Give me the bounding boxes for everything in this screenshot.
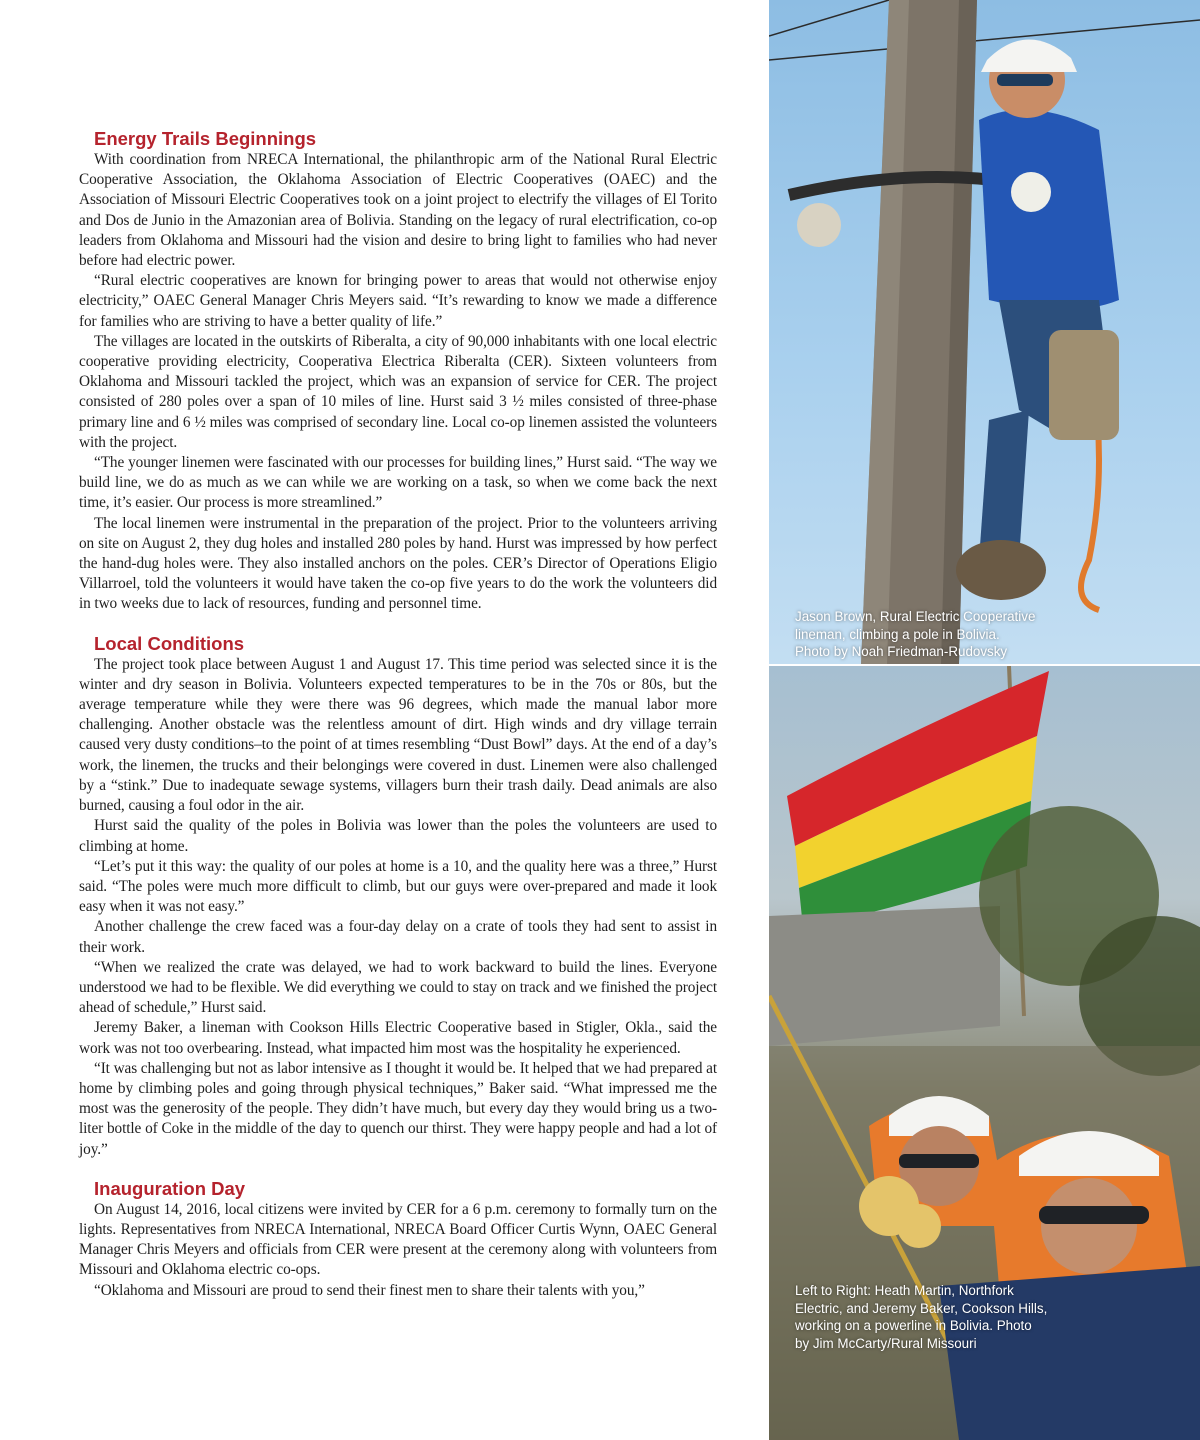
glove	[897, 1204, 941, 1248]
paragraph: On August 14, 2016, local citizens were invited by CER for a 6 p.m. ceremony to formally turn on the lights. Representatives from NRECA International, NRECA Board Officer Curtis Wynn, OAEC General Manager Chris Meyers and officials from CER were present at the ceremony along with volunteers from Missouri and Oklahoma electric co-ops.	[79, 1200, 717, 1279]
photo-lineman-illustration	[769, 0, 1200, 664]
caption-line: working on a powerline in Bolivia. Photo	[795, 1318, 1032, 1333]
paragraph: “It was challenging but not as labor intensive as I thought it would be. It helped that we had prepared at home by climbing poles and going through physical techniques,” Baker said. “What impressed me the most was the generosity of the people. They didn’t have much, but every day they would bring us a two-liter bottle of Coke in the middle of the day to quench our thirst. They were happy people and had a lot of joy.”	[79, 1059, 717, 1158]
caption-line: lineman, climbing a pole in Bolivia.	[795, 626, 1000, 642]
face	[1041, 1178, 1137, 1274]
photo-caption-top	[795, 608, 1095, 661]
paragraph: The project took place between August 1 and August 17. This time period was selected since it is the winter and dry season in Bolivia. Volunteers expected temperatures to be in the 70s or 80s, but the average temperature while they were there was 96 degrees, which made the manual labor more challenging. Another obstacle was the relentless amount of dirt. High winds and dry village terrain caused very dusty conditions–to the point of at times resembling “Dust Bowl” days. At the end of a day’s work, the linemen, the trucks and their belongings were covered in dust. Linemen were also challenged by a “stink.” Due to inadequate sewage systems, villagers burn their trash daily. Dead animals are also burned, causing a foul odor in the air.	[79, 655, 717, 815]
paragraph: “Oklahoma and Missouri are proud to send their finest men to share their talents with you,”	[94, 1281, 645, 1299]
caption-line: Left to Right: Heath Martin, Northfork	[795, 1283, 1014, 1298]
caption-line: Electric, and Jeremy Baker, Cookson Hills,	[795, 1300, 1048, 1316]
paragraph: “Let’s put it this way: the quality of our poles at home is a 10, and the quality here was a three,” Hurst said. “The poles were much more difficult to climb, but our guys were over-prepared and made it look easy when it was not easy.”	[79, 857, 717, 916]
section-heading: Local Conditions	[94, 632, 245, 654]
paragraph: With coordination from NRECA International, the philanthropic arm of the National Rural Electric Cooperative Association, the Oklahoma Association of Electric Cooperatives (OAEC) and the Association of Missouri Electric Cooperatives took on a joint project to electrify the villages of El Torito and Dos de Junio in the Amazonian area of Bolivia. Standing on the legacy of rural electrification, co-op leaders from Oklahoma and Missouri had the vision and desire to bring light to families who had never before had electric power.	[79, 151, 717, 270]
section-heading: Inauguration Day	[94, 1177, 246, 1199]
section-local-conditions	[79, 633, 717, 1160]
caption-line: by Jim McCarty/Rural Missouri	[795, 1335, 977, 1351]
caption-line: Photo by Noah Friedman-Rudovsky	[795, 644, 1008, 659]
glove	[797, 203, 841, 247]
section-heading: Energy Trails Beginnings	[94, 128, 317, 149]
hard-hat	[981, 39, 1077, 72]
photo-linemen-flag	[769, 666, 1200, 1440]
work-boot	[956, 540, 1046, 600]
paragraph: Hurst said the quality of the poles in Bolivia was lower than the poles the volunteers are used to climbing at home.	[79, 817, 717, 855]
photo-lineman-climbing	[769, 0, 1200, 664]
glove	[1011, 172, 1051, 212]
sunglasses	[1039, 1206, 1149, 1224]
blue-shirt	[979, 110, 1119, 310]
section-inauguration-day	[79, 1178, 717, 1301]
sunglasses	[899, 1154, 979, 1168]
paragraph: Another challenge the crew faced was a four-day delay on a crate of tools they had sent to assist in their work.	[79, 918, 717, 956]
caption-line: Jason Brown, Rural Electric Cooperative	[795, 609, 1036, 624]
wire	[769, 0, 889, 36]
sunglasses	[997, 74, 1053, 86]
photo-caption-bottom	[795, 1282, 1095, 1352]
tool-bag	[1049, 330, 1119, 440]
section-energy-trails	[79, 128, 717, 615]
paragraph: The villages are located in the outskirts of Riberalta, a city of 90,000 inhabitants with one local electric cooperative providing electricity, Cooperativa Electrica Riberalta (CER). Sixteen volunteers from Oklahoma and Missouri tackled the project, which was an expansion of service for CER. The project consisted of 280 poles over a span of 10 miles of line. Hurst said 3 ½ miles consisted of three-phase primary line and 6 ½ miles was comprised of secondary line. Local co-op linemen assisted the volunteers with the project.	[79, 332, 717, 451]
paragraph: The local linemen were instrumental in the preparation of the project. Prior to the volunteers arriving on site on August 2, they dug holes and installed 280 poles by hand. Hurst was impressed by how perfect the hand-dug holes were. They also installed anchors on the poles. CER’s Director of Operations Eligio Villarroel, told the volunteers it would have taken the co-op five years to do the work the volunteers did in two weeks due to lack of resources, funding and personnel time.	[79, 514, 717, 613]
paragraph: Jeremy Baker, a lineman with Cookson Hills Electric Cooperative based in Stigler, Okla., said the work was not too overbearing. Instead, what impacted him most was the hospitality he experienced.	[79, 1019, 717, 1057]
jeans-leg	[979, 410, 1029, 560]
article-body	[79, 128, 717, 1301]
paragraph: “The younger linemen were fascinated with our processes for building lines,” Hurst said. “The way we build line, we do as much as we can while we are working on a task, so when we come back the next time, it’s easier. Our process is more streamlined.”	[79, 454, 717, 512]
background-shack	[769, 906, 1000, 1046]
wire	[769, 20, 1200, 60]
paragraph: “Rural electric cooperatives are known for bringing power to areas that would not otherwise enjoy electricity,” OAEC General Manager Chris Meyers said. “It’s rewarding to know we made a difference for families who are striving to have a better quality of life.”	[79, 272, 717, 330]
paragraph: “When we realized the crate was delayed, we had to work backward to build the lines. Everyone understood we had to be flexible. We did everything we could to stay on track and we finished the project ahead of schedule,” Hurst said.	[79, 958, 717, 1017]
